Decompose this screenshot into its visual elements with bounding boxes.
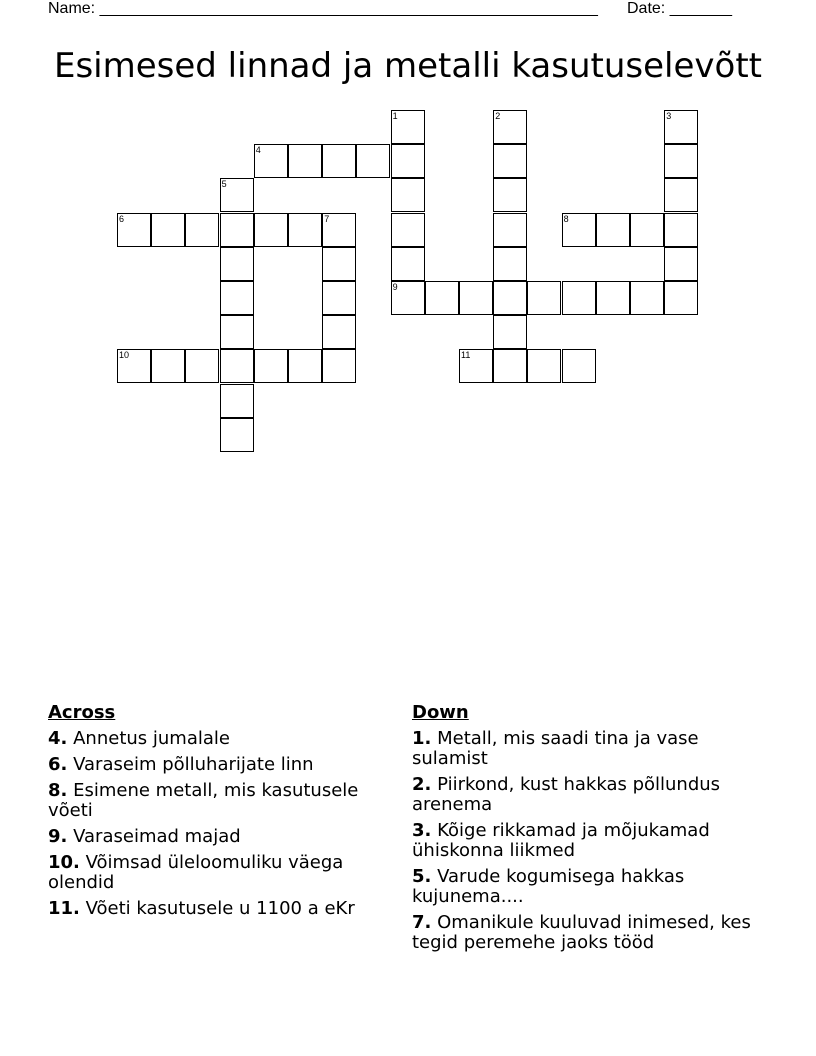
grid-cell[interactable] bbox=[630, 281, 664, 315]
clue-text: Võeti kasutusele u 1100 a eKr bbox=[85, 898, 355, 919]
cell-number: 3 bbox=[666, 111, 672, 121]
down-clue bbox=[412, 729, 762, 769]
grid-cell[interactable] bbox=[322, 349, 356, 383]
across-clues bbox=[48, 703, 393, 925]
clue-text: Annetus jumalale bbox=[73, 728, 230, 749]
grid-cell[interactable] bbox=[459, 281, 493, 315]
grid-cell[interactable] bbox=[254, 144, 288, 178]
grid-cell[interactable] bbox=[391, 178, 425, 212]
grid-cell[interactable] bbox=[493, 247, 527, 281]
grid-cell[interactable] bbox=[493, 281, 527, 315]
grid-cell[interactable] bbox=[459, 349, 493, 383]
grid-cell[interactable] bbox=[630, 213, 664, 247]
grid-cell[interactable] bbox=[493, 349, 527, 383]
grid-cell[interactable] bbox=[596, 213, 630, 247]
grid-cell[interactable] bbox=[322, 144, 356, 178]
grid-cell[interactable] bbox=[254, 213, 288, 247]
across-clue bbox=[48, 853, 393, 893]
across-heading: Across bbox=[48, 702, 116, 723]
page-title: Esimesed linnad ja metalli kasutuselevõtt bbox=[53, 46, 762, 86]
grid-cell[interactable] bbox=[220, 418, 254, 452]
cell-number: 11 bbox=[461, 350, 471, 361]
grid-cell[interactable] bbox=[322, 247, 356, 281]
grid-cell[interactable] bbox=[117, 349, 151, 383]
down-clue bbox=[412, 913, 762, 953]
grid-cell[interactable] bbox=[527, 281, 561, 315]
grid-cell[interactable] bbox=[220, 213, 254, 247]
down-clue bbox=[412, 821, 762, 861]
clue-text: Metall, mis saadi tina ja vase sulamist bbox=[412, 728, 699, 769]
grid-cell[interactable] bbox=[562, 213, 596, 247]
grid-cell[interactable] bbox=[220, 349, 254, 383]
grid-cell[interactable] bbox=[493, 110, 527, 144]
grid-cell[interactable] bbox=[220, 247, 254, 281]
grid-cell[interactable] bbox=[562, 281, 596, 315]
grid-cell[interactable] bbox=[425, 281, 459, 315]
across-clue bbox=[48, 755, 393, 775]
across-clue bbox=[48, 899, 393, 919]
cell-number: 6 bbox=[119, 213, 125, 224]
clue-number: 9. bbox=[48, 826, 68, 847]
cell-number: 7 bbox=[324, 213, 330, 224]
down-clues bbox=[412, 703, 762, 959]
clue-text: Võimsad üleloomuliku väega olendid bbox=[48, 852, 344, 893]
clue-text: Varude kogumisega hakkas kujunema.... bbox=[412, 866, 685, 907]
down-heading: Down bbox=[412, 702, 469, 723]
grid-cell[interactable] bbox=[664, 110, 698, 144]
grid-cell[interactable] bbox=[220, 178, 254, 212]
grid-cell[interactable] bbox=[664, 144, 698, 178]
cell-number: 2 bbox=[495, 111, 501, 121]
grid-cell[interactable] bbox=[391, 247, 425, 281]
clue-text: Esimene metall, mis kasutusele võeti bbox=[48, 780, 359, 821]
down-clue bbox=[412, 867, 762, 907]
grid-cell[interactable] bbox=[664, 247, 698, 281]
grid-cell[interactable] bbox=[288, 349, 322, 383]
clue-number: 6. bbox=[48, 754, 68, 775]
down-clue bbox=[412, 775, 762, 815]
cell-number: 8 bbox=[563, 213, 569, 224]
clue-number: 11. bbox=[48, 898, 80, 919]
crossword-grid bbox=[0, 0, 816, 470]
grid-cell[interactable] bbox=[664, 213, 698, 247]
grid-cell[interactable] bbox=[185, 213, 219, 247]
grid-cell[interactable] bbox=[220, 315, 254, 349]
clue-number: 7. bbox=[412, 912, 432, 933]
grid-cell[interactable] bbox=[151, 349, 185, 383]
cell-number: 10 bbox=[119, 350, 130, 361]
grid-cell[interactable] bbox=[185, 349, 219, 383]
grid-cell[interactable] bbox=[664, 178, 698, 212]
clue-number: 1. bbox=[412, 728, 432, 749]
clue-text: Kõige rikkamad ja mõjukamad ühiskonna liikmed bbox=[412, 820, 710, 861]
grid-cell[interactable] bbox=[322, 213, 356, 247]
clue-text: Varaseimad majad bbox=[73, 826, 241, 847]
clue-text: Omanikule kuuluvad inimesed, kes tegid peremehe jaoks tööd bbox=[412, 912, 751, 953]
grid-cell[interactable] bbox=[493, 213, 527, 247]
grid-cell[interactable] bbox=[151, 213, 185, 247]
grid-cell[interactable] bbox=[493, 178, 527, 212]
grid-cell[interactable] bbox=[288, 144, 322, 178]
clue-number: 8. bbox=[48, 780, 68, 801]
grid-cell[interactable] bbox=[391, 281, 425, 315]
grid-cell[interactable] bbox=[562, 349, 596, 383]
name-field-label: Name: ________________________________________________________ bbox=[48, 0, 598, 17]
grid-cell[interactable] bbox=[391, 110, 425, 144]
across-clue bbox=[48, 729, 393, 749]
clue-text: Piirkond, kust hakkas põllundus arenema bbox=[412, 774, 721, 815]
grid-cell[interactable] bbox=[527, 349, 561, 383]
cell-number: 4 bbox=[255, 145, 261, 156]
clue-text: Varaseim põlluharijate linn bbox=[73, 754, 314, 775]
grid-cell[interactable] bbox=[493, 144, 527, 178]
grid-cell[interactable] bbox=[220, 384, 254, 418]
grid-cell[interactable] bbox=[322, 281, 356, 315]
across-clue bbox=[48, 827, 393, 847]
grid-cell[interactable] bbox=[391, 213, 425, 247]
across-clue bbox=[48, 781, 393, 821]
clue-number: 10. bbox=[48, 852, 80, 873]
clue-number: 4. bbox=[48, 728, 68, 749]
cell-number: 1 bbox=[392, 111, 398, 121]
grid-cell[interactable] bbox=[288, 213, 322, 247]
grid-cell[interactable] bbox=[220, 281, 254, 315]
grid-cell[interactable] bbox=[356, 144, 390, 178]
cell-number: 9 bbox=[392, 282, 398, 292]
grid-cell[interactable] bbox=[391, 144, 425, 178]
clue-number: 5. bbox=[412, 866, 432, 887]
clue-number: 2. bbox=[412, 774, 432, 795]
cell-number: 5 bbox=[221, 179, 227, 190]
grid-cell[interactable] bbox=[117, 213, 151, 247]
grid-cell[interactable] bbox=[254, 349, 288, 383]
grid-cell[interactable] bbox=[664, 281, 698, 315]
date-field-label: Date: _______ bbox=[627, 0, 732, 17]
grid-cell[interactable] bbox=[322, 315, 356, 349]
grid-cell[interactable] bbox=[493, 315, 527, 349]
clue-number: 3. bbox=[412, 820, 432, 841]
grid-cell[interactable] bbox=[596, 281, 630, 315]
